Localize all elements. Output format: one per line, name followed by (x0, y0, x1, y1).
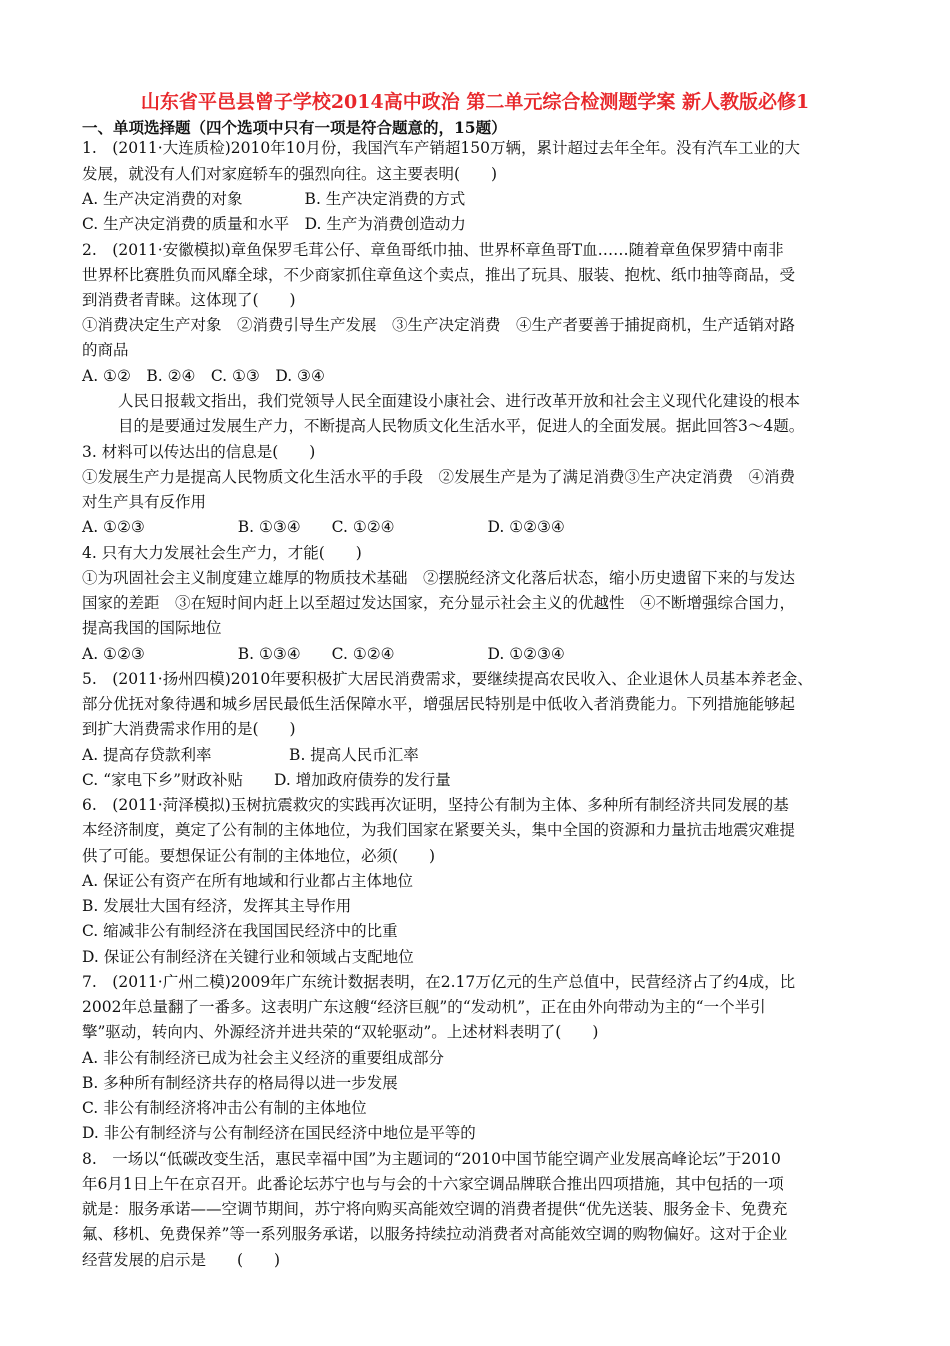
document-title: 山东省平邑县曾子学校2014高中政治 第二单元综合检测题学案 新人教版必修1 (140, 91, 810, 113)
q8-stem-line-2: 年6月1日上午在京召开。此番论坛苏宁也与与会的十六家空调品牌联合推出四项措施，其中包括的一项 (82, 1175, 784, 1193)
q6-stem-line-1: 6. (2011·菏泽模拟)玉树抗震救灾的实践再次证明，坚持公有制为主体、多种所有制经济共同发展的基 (82, 796, 789, 814)
q3-stem: 3. 材料可以传达出的信息是( ) (82, 443, 316, 461)
q2-statements-line-2: 的商品 (82, 341, 129, 359)
q7-stem-line-3: 擎”驱动，转向内、外源经济并进共荣的“双轮驱动”。上述材料表明了( ) (82, 1023, 599, 1041)
q5-stem-line-1: 5. (2011·扬州四模)2010年要积极扩大居民消费需求，要继续提高农民收入、企业退休人员基本养老金、 (82, 670, 813, 688)
q3-statements-line-2: 对生产具有反作用 (82, 493, 207, 511)
q2-statements-line-1: ①消费决定生产对象 ②消费引导生产发展 ③生产决定消费 ④生产者要善于捕捉商机，生产适销对路 (82, 316, 796, 334)
q2-stem-line-1: 2. (2011·安徽模拟)章鱼保罗毛茸公仔、章鱼哥纸巾抽、世界杯章鱼哥T血……随着章鱼保罗猜中南非 (82, 241, 784, 259)
q4-statements-line-2: 国家的差距 ③在短时间内赶上以至超过发达国家，充分显示社会主义的优越性 ④不断增强综合国力， (82, 594, 796, 612)
q6-option-c: C. 缩减非公有制经济在我国国民经济中的比重 (82, 922, 398, 940)
q1-stem-line-2: 发展，就没有人们对家庭轿车的强烈向往。这主要表明( ) (82, 165, 498, 183)
q8-stem-line-1: 8. 一场以“低碳改变生活，惠民幸福中国”为主题词的“2010中国节能空调产业发展高峰论坛”于2010 (82, 1150, 781, 1168)
q8-stem-line-4: 氟、移机、免费保养”等一系列服务承诺，以服务持续拉动消费者对高能效空调的购物偏好。这对于企业 (82, 1225, 788, 1243)
material-line-2: 目的是要通过发展生产力，不断提高人民物质文化生活水平，促进人的全面发展。据此回答3～4题。 (118, 417, 805, 435)
q8-stem-line-5: 经营发展的启示是 ( ) (82, 1251, 281, 1269)
q1-stem-line-1: 1. (2011·大连质检)2010年10月份，我国汽车产销超150万辆，累计超过去年全年。没有汽车工业的大 (82, 139, 801, 157)
q7-stem-line-1: 7. (2011·广州二模)2009年广东统计数据表明，在2.17万亿元的生产总值中，民营经济占了约4成，比 (82, 973, 796, 991)
q2-options: A. ①② B. ②④ C. ①③ D. ③④ (82, 367, 325, 385)
q7-stem-line-2: 2002年总量翻了一番多。这表明广东这艘“经济巨舰”的“发动机”，正在由外向带动为主的“一个半引 (82, 998, 766, 1016)
q3-statements-line-1: ①发展生产力是提高人民物质文化生活水平的手段 ②发展生产是为了满足消费③生产决定消费 ④消费 (82, 468, 796, 486)
q5-options-cd: C. “家电下乡”财政补贴 D. 增加政府债券的发行量 (82, 771, 451, 789)
q4-statements-line-1: ①为巩固社会主义制度建立雄厚的物质技术基础 ②摆脱经济文化落后状态，缩小历史遗留下来的与发达 (82, 569, 796, 587)
q2-stem-line-3: 到消费者青睐。这体现了( ) (82, 291, 296, 309)
q4-options: A. ①②③ B. ①③④ C. ①②④ D. ①②③④ (82, 645, 565, 663)
q6-stem-line-3: 供了可能。要想保证公有制的主体地位，必须( ) (82, 847, 436, 865)
q7-option-b: B. 多种所有制经济共存的格局得以进一步发展 (82, 1074, 398, 1092)
q7-option-d: D. 非公有制经济与公有制经济在国民经济中地位是平等的 (82, 1124, 476, 1142)
q4-stem: 4. 只有大力发展社会生产力，才能( ) (82, 544, 362, 562)
q1-options-cd: C. 生产决定消费的质量和水平 D. 生产为消费创造动力 (82, 215, 466, 233)
q6-option-a: A. 保证公有资产在所有地域和行业都占主体地位 (82, 872, 414, 890)
q5-options-ab: A. 提高存贷款利率 B. 提高人民币汇率 (82, 746, 419, 764)
q6-stem-line-2: 本经济制度，奠定了公有制的主体地位，为我们国家在紧要关头，集中全国的资源和力量抗击地震灾难提 (82, 821, 796, 839)
q5-stem-line-3: 到扩大消费需求作用的是( ) (82, 720, 296, 738)
q6-option-b: B. 发展壮大国有经济，发挥其主导作用 (82, 897, 352, 915)
section-heading: 一、单项选择题（四个选项中只有一项是符合题意的，15题） (82, 118, 507, 137)
q4-statements-line-3: 提高我国的国际地位 (82, 619, 222, 637)
q1-options-ab: A. 生产决定消费的对象 B. 生产决定消费的方式 (82, 190, 466, 208)
material-line-1: 人民日报载文指出，我们党领导人民全面建设小康社会、进行改革开放和社会主义现代化建设的根本 (118, 392, 801, 410)
q6-option-d: D. 保证公有制经济在关键行业和领域占支配地位 (82, 948, 414, 966)
q7-option-a: A. 非公有制经济已成为社会主义经济的重要组成部分 (82, 1049, 445, 1067)
q5-stem-line-2: 部分优抚对象待遇和城乡居民最低生活保障水平，增强居民特别是中低收入者消费能力。下列措施能够起 (82, 695, 796, 713)
q3-options: A. ①②③ B. ①③④ C. ①②④ D. ①②③④ (82, 518, 565, 536)
q8-stem-line-3: 就是：服务承诺——空调节期间，苏宁将向购买高能效空调的消费者提供“优先送装、服务金卡、免费充 (82, 1200, 788, 1218)
q7-option-c: C. 非公有制经济将冲击公有制的主体地位 (82, 1099, 367, 1117)
q2-stem-line-2: 世界杯比赛胜负而风靡全球，不少商家抓住章鱼这个卖点，推出了玩具、服装、抱枕、纸巾抽等商品，受 (82, 266, 796, 284)
